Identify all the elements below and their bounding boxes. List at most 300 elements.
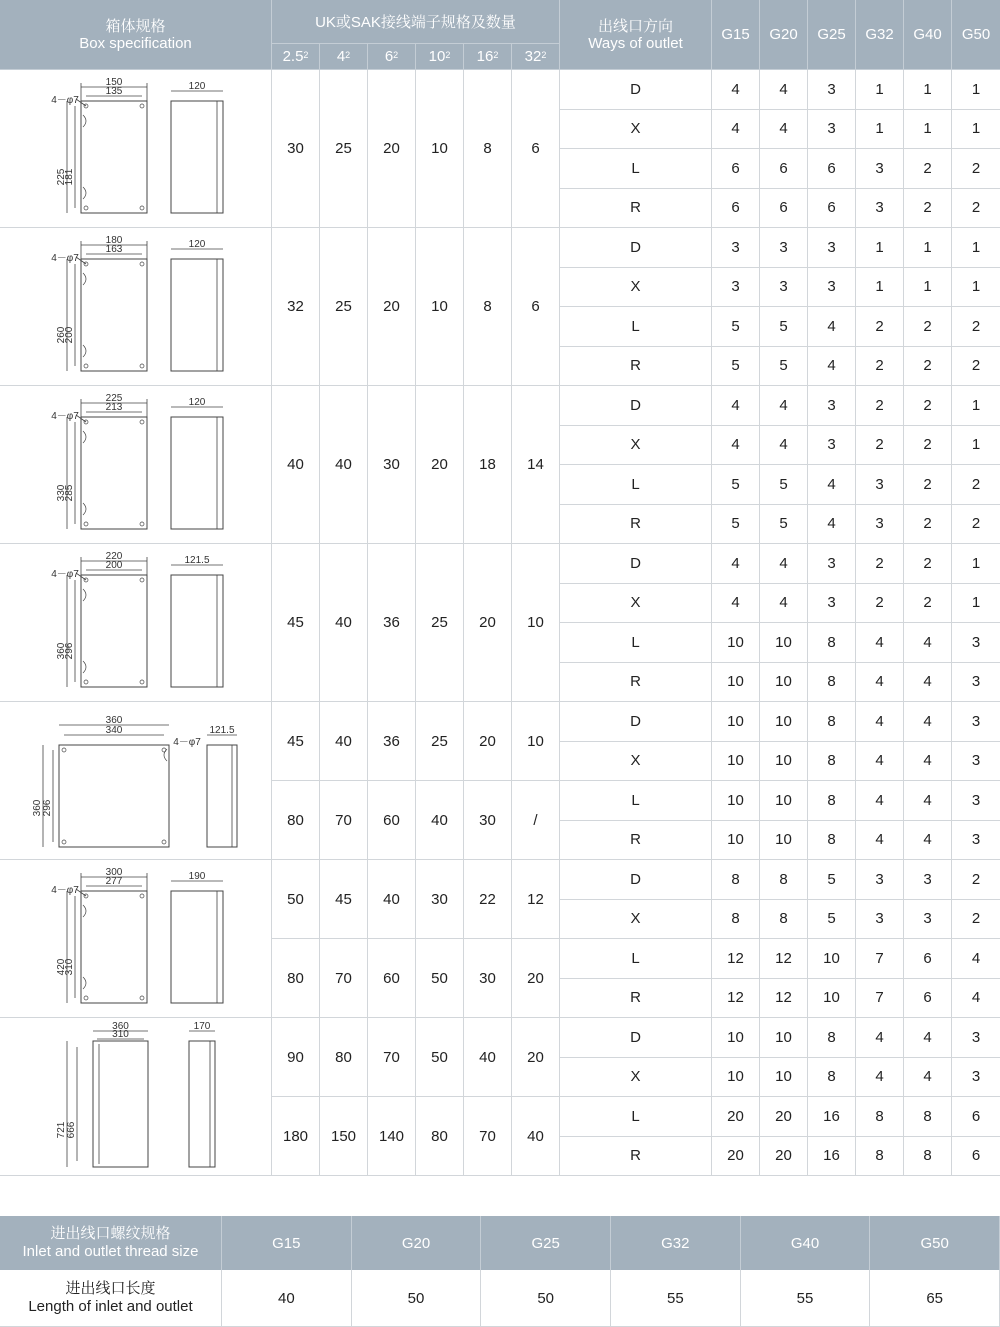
terminal-size-header: [368, 44, 416, 70]
outlet-count-value: 8: [875, 1107, 884, 1125]
outlet-count: [904, 347, 952, 387]
thread-size-value: G32: [661, 1234, 690, 1252]
outlet-count-value: 4: [875, 633, 884, 651]
box-drawing: [1, 71, 271, 226]
outlet-count-value: 10: [727, 752, 744, 770]
terminal-count: [320, 939, 368, 1018]
outlet-count: [904, 900, 952, 940]
outlet-count: [712, 189, 760, 229]
box-spec-label-en: Box specification: [79, 34, 192, 52]
outlet-count-value: 10: [727, 712, 744, 730]
box-side-view: [171, 575, 223, 687]
terminal-size-header: [464, 44, 512, 70]
thread-size-value: G20: [401, 1234, 431, 1252]
box-side-view: [171, 891, 223, 1003]
outlet-count-value: 3: [827, 396, 836, 414]
outlet-count: [808, 979, 856, 1019]
height-label: 721: [55, 1121, 67, 1138]
outlet-count-value: 6: [827, 159, 836, 177]
outlet-count-value: 12: [775, 949, 792, 967]
outlet-count-value: 3: [731, 278, 740, 296]
outlet-count: [760, 584, 808, 624]
thread-header-label: G15: [721, 26, 750, 43]
outlet-count: [808, 228, 856, 268]
outlet-count: [856, 860, 904, 900]
terminal-count-value: 20: [527, 1048, 544, 1066]
outlet-count: [808, 821, 856, 861]
outlet-count-value: 2: [923, 159, 932, 177]
depth-label: 190: [188, 871, 205, 882]
outlet-count: [712, 1018, 760, 1058]
outlet-count-value: 3: [827, 238, 836, 256]
inner-height-label: 285: [63, 484, 75, 502]
outlet-count-value: 3: [875, 870, 884, 888]
outlet-count-value: 5: [779, 475, 788, 493]
outlet-count-value: 3: [923, 910, 932, 928]
thread-header-label: G50: [961, 26, 991, 43]
terminal-count-value: 80: [287, 969, 304, 987]
outlet-count-value: 4: [875, 1068, 884, 1086]
outlet-count-value: 4: [731, 594, 740, 612]
outlet-count-value: 4: [779, 594, 788, 612]
outlet-count: [856, 742, 904, 782]
box-front-view: [93, 1041, 148, 1167]
outlet-count: [856, 544, 904, 584]
outlet-direction: [560, 1137, 712, 1177]
outlet-count: [856, 663, 904, 703]
width-label: 300: [105, 867, 122, 878]
outlet-count-value: 20: [727, 1147, 744, 1165]
outlet-count: [952, 584, 1000, 624]
terminal-count: [272, 544, 320, 702]
box-spec-header: [0, 0, 272, 70]
outlet-count-value: 3: [779, 278, 788, 296]
terminal-count: [464, 781, 512, 860]
terminal-count: [368, 1018, 416, 1097]
outlet-direction-label: X: [630, 120, 641, 138]
outlet-count: [712, 1058, 760, 1098]
outlet-direction: [560, 386, 712, 426]
depth-label: 120: [188, 239, 205, 250]
outlet-count: [904, 939, 952, 979]
outlet-count-value: 4: [875, 712, 884, 730]
outlet-count-value: 2: [971, 159, 981, 177]
outlet-count-value: 10: [727, 673, 744, 691]
thread-size-value: G40: [790, 1234, 820, 1252]
outlet-count-value: 1: [875, 278, 884, 296]
outlet-count-value: 2: [923, 515, 932, 533]
outlet-count-value: 4: [827, 475, 836, 493]
outlet-count: [856, 189, 904, 229]
terminal-count-value: 150: [330, 1127, 357, 1145]
outlet-count-value: 2: [923, 396, 932, 414]
outlet-count-value: 4: [875, 831, 884, 849]
terminal-size-exponent: 2: [445, 49, 451, 60]
outlet-count: [808, 900, 856, 940]
terminal-count: [512, 544, 560, 702]
outlet-count: [856, 307, 904, 347]
terminal-count: [368, 544, 416, 702]
outlet-direction: [560, 702, 712, 742]
terminal-count-value: 20: [383, 298, 400, 315]
terminal-count: [416, 544, 464, 702]
terminal-count-value: 8: [483, 140, 492, 157]
box-drawing-cell: [0, 386, 272, 544]
outlet-count: [712, 1137, 760, 1177]
thread-size-header: [481, 1216, 611, 1270]
terminal-count-value: 50: [287, 890, 304, 908]
outlet-count-value: 3: [827, 436, 836, 454]
outlet-count-value: 2: [971, 475, 981, 493]
outlet-count-value: 4: [731, 436, 740, 454]
thread-header: [952, 0, 1000, 70]
terminal-count: [464, 939, 512, 1018]
outlet-count-value: 4: [827, 357, 836, 375]
outlet-count: [760, 821, 808, 861]
outlet-count-value: 4: [971, 949, 981, 967]
terminal-count: [416, 1018, 464, 1097]
outlet-count: [904, 426, 952, 466]
outlet-direction: [560, 1097, 712, 1137]
outlet-count-value: 3: [779, 238, 788, 256]
terminal-count-value: 10: [527, 614, 544, 631]
thread-header-label: G32: [865, 26, 894, 43]
outlet-count: [760, 781, 808, 821]
thread-length-cell: [481, 1270, 611, 1327]
inner-width-label: 277: [105, 876, 122, 887]
outlet-count-value: 8: [827, 1068, 836, 1086]
inner-width-label: 310: [111, 1028, 129, 1040]
outlet-count: [904, 821, 952, 861]
terminal-count-value: 40: [335, 456, 352, 473]
thread-header-label: G40: [913, 26, 942, 43]
outlet-count: [760, 544, 808, 584]
outlet-count: [808, 860, 856, 900]
outlet-direction: [560, 110, 712, 150]
outlet-count: [904, 781, 952, 821]
terminal-count-value: 40: [287, 456, 304, 473]
terminal-count-value: 20: [431, 456, 448, 473]
thread-size-value: G25: [531, 1234, 560, 1252]
outlet-count: [808, 623, 856, 663]
box-drawing-cell: [0, 702, 272, 860]
outlet-count-value: 3: [971, 1068, 981, 1086]
terminal-size-header: [512, 44, 560, 70]
holes-label: 4－φ7: [50, 569, 79, 580]
outlet-count-value: 4: [923, 791, 932, 809]
outlet-count: [904, 544, 952, 584]
outlet-count: [856, 781, 904, 821]
outlet-direction-label: R: [630, 673, 641, 691]
outlet-count: [712, 663, 760, 703]
outlet-count-value: 3: [971, 791, 981, 809]
outlet-count: [856, 426, 904, 466]
outlet-count: [808, 1018, 856, 1058]
thread-size-label-cn: 进出线口螺纹规格: [50, 1225, 171, 1242]
terminal-count: [416, 860, 464, 939]
box-drawing-cell: [0, 1018, 272, 1176]
outlet-count-value: 1: [923, 120, 932, 138]
terminal-size-header: [416, 44, 464, 70]
depth-label: 120: [188, 81, 205, 92]
outlet-direction-label: D: [630, 554, 641, 572]
box-side-view: [171, 259, 223, 371]
outlet-direction-label: X: [630, 594, 641, 612]
terminal-count-value: 30: [287, 140, 304, 157]
outlet-count-value: 10: [775, 673, 792, 691]
outlet-count: [712, 781, 760, 821]
terminal-count: [320, 228, 368, 386]
outlet-count: [760, 1058, 808, 1098]
outlet-count-value: 2: [923, 594, 932, 612]
thread-size-header: [870, 1216, 1000, 1270]
terminal-count: [320, 70, 368, 228]
outlet-count: [808, 268, 856, 308]
outlet-direction-label: D: [630, 80, 641, 98]
height-label: 260: [55, 326, 67, 344]
outlet-count-value: 5: [827, 910, 836, 928]
outlet-direction-label: R: [630, 199, 641, 217]
terminal-count-value: 60: [383, 969, 400, 987]
outlet-count-value: 8: [731, 910, 740, 928]
inner-width-label: 340: [105, 725, 122, 736]
outlet-direction: [560, 268, 712, 308]
terminal-count-value: 14: [527, 456, 544, 473]
outlet-count-value: 5: [731, 357, 740, 375]
outlet-count-value: 10: [775, 1068, 792, 1086]
outlet-count: [760, 189, 808, 229]
terminal-count: [272, 228, 320, 386]
outlet-count-value: 6: [971, 1147, 981, 1165]
terminal-count-value: 180: [282, 1127, 309, 1145]
outlet-count: [904, 386, 952, 426]
depth-label: 170: [193, 1020, 210, 1032]
outlet-direction-label: X: [630, 1068, 641, 1086]
outlet-count: [856, 149, 904, 189]
terminal-count: [512, 702, 560, 781]
thread-header-label: G20: [769, 26, 798, 43]
outlet-count: [904, 860, 952, 900]
outlet-count-value: 12: [727, 949, 744, 967]
terminal-count: [272, 702, 320, 781]
outlet-count: [856, 386, 904, 426]
outlet-direction: [560, 189, 712, 229]
outlet-count-value: 4: [731, 396, 740, 414]
outlet-count: [808, 347, 856, 387]
terminal-size-header: [272, 44, 320, 70]
outlet-count-value: 2: [875, 436, 884, 454]
thread-size-header: [611, 1216, 741, 1270]
outlet-count: [760, 663, 808, 703]
terminal-count: [416, 70, 464, 228]
outlet-count: [760, 426, 808, 466]
outlet-count: [952, 149, 1000, 189]
terminal-count-value: 22: [479, 890, 496, 908]
terminal-count: [464, 1097, 512, 1176]
height-label: 225: [55, 168, 67, 186]
terminal-count: [272, 70, 320, 228]
terminal-count: [320, 860, 368, 939]
outlet-count: [952, 939, 1000, 979]
outlet-count-value: 4: [875, 673, 884, 691]
terminal-count: [368, 1097, 416, 1176]
outlet-direction-label: L: [631, 317, 640, 335]
outlet-count-value: 3: [971, 712, 981, 730]
outlet-count-value: 4: [875, 791, 884, 809]
outlet-count: [712, 821, 760, 861]
outlet-count-value: 6: [923, 989, 932, 1007]
outlet-count: [808, 1097, 856, 1137]
inner-width-label: 200: [105, 560, 122, 571]
outlet-count-value: 3: [875, 199, 884, 217]
box-drawing: [1, 229, 271, 384]
box-spec-label-cn: 箱体规格: [105, 17, 166, 35]
terminal-count-value: 50: [431, 969, 448, 987]
outlet-direction: [560, 584, 712, 624]
outlet-count: [760, 110, 808, 150]
outlet-count: [856, 584, 904, 624]
inner-height-label: 200: [63, 326, 75, 344]
thread-size-label: [0, 1216, 222, 1270]
terminal-count-value: 40: [383, 890, 400, 908]
terminal-count-value: 18: [479, 456, 496, 473]
terminal-count-value: 25: [335, 298, 352, 315]
outlet-count-value: 8: [827, 752, 836, 770]
terminal-count-value: 80: [335, 1048, 352, 1066]
inner-height-label: 181: [63, 168, 75, 186]
terminal-count-value: 60: [383, 811, 400, 829]
terminal-size-exponent: 2: [345, 49, 351, 60]
outlet-count: [856, 228, 904, 268]
outlet-count: [952, 70, 1000, 110]
outlet-count: [904, 1018, 952, 1058]
outlet-count: [904, 228, 952, 268]
outlet-count-value: 2: [923, 357, 932, 375]
terminal-count-value: 8: [483, 298, 492, 315]
box-side-view: [189, 1041, 215, 1167]
outlet-count-value: 8: [779, 910, 788, 928]
outlet-count-value: 2: [971, 317, 981, 335]
outlet-count: [952, 228, 1000, 268]
outlet-count-value: 6: [779, 159, 788, 177]
outlet-count-value: 3: [827, 278, 836, 296]
outlet-count-value: 1: [923, 278, 932, 296]
outlet-count-value: 5: [827, 870, 836, 888]
outlet-count: [856, 70, 904, 110]
outlet-count-value: 6: [731, 159, 740, 177]
terminal-count: [464, 860, 512, 939]
outlet-direction: [560, 1058, 712, 1098]
outlet-count-value: 10: [823, 949, 840, 967]
outlet-direction: [560, 426, 712, 466]
terminal-header-label: UK或SAK接线端子规格及数量: [315, 14, 516, 31]
outlet-count-value: 1: [971, 396, 981, 414]
outlet-count: [712, 702, 760, 742]
thread-length-value: 40: [277, 1289, 295, 1307]
height-label: 330: [55, 484, 67, 502]
height-label: 360: [31, 799, 43, 817]
outlet-count: [712, 900, 760, 940]
outlet-count-value: 16: [823, 1147, 840, 1165]
box-front-view: [81, 259, 147, 371]
outlet-count: [760, 268, 808, 308]
outlet-direction-label: D: [630, 712, 641, 730]
outlet-count: [904, 979, 952, 1019]
outlet-direction: [560, 307, 712, 347]
outlet-count-value: 10: [775, 712, 792, 730]
outlet-count-value: 10: [823, 989, 840, 1007]
width-label: 150: [105, 77, 122, 88]
outlet-count-value: 7: [875, 949, 884, 967]
outlet-count: [712, 386, 760, 426]
outlet-direction: [560, 939, 712, 979]
thread-length-cell: [611, 1270, 741, 1327]
terminal-count-value: 25: [431, 732, 448, 750]
terminal-count: [416, 228, 464, 386]
outlet-count: [712, 426, 760, 466]
terminal-count: [272, 860, 320, 939]
thread-length-label-en: Length of inlet and outlet: [28, 1298, 193, 1315]
outlet-count: [712, 939, 760, 979]
terminal-count: [512, 781, 560, 860]
outlet-count: [760, 307, 808, 347]
outlet-count-value: 5: [779, 317, 788, 335]
terminal-count-value: 30: [479, 969, 496, 987]
terminal-count: [272, 939, 320, 1018]
outlet-count: [712, 465, 760, 505]
terminal-count: [464, 702, 512, 781]
outlet-direction-label: X: [630, 752, 641, 770]
box-side-view: [207, 745, 237, 847]
outlet-count-value: 1: [971, 120, 981, 138]
outlet-count-value: 4: [779, 120, 788, 138]
thread-header-label: G25: [817, 26, 846, 43]
outlet-count: [760, 1018, 808, 1058]
terminal-count-value: 40: [479, 1048, 496, 1066]
outlet-count: [952, 347, 1000, 387]
outlet-count-value: 3: [875, 159, 884, 177]
thread-length-cell: [352, 1270, 482, 1327]
outlet-count-value: 20: [775, 1147, 792, 1165]
outlet-count: [856, 1097, 904, 1137]
depth-label: 121.5: [183, 555, 210, 566]
box-front-view: [59, 745, 169, 847]
terminal-count-value: 40: [527, 1127, 544, 1145]
outlet-count-value: 4: [731, 120, 740, 138]
outlet-direction-label: L: [631, 949, 640, 967]
outlet-count: [856, 623, 904, 663]
terminal-count: [416, 781, 464, 860]
outlet-count-value: 4: [923, 1068, 932, 1086]
outlet-count: [904, 742, 952, 782]
outlet-count: [760, 1097, 808, 1137]
outlet-count: [952, 623, 1000, 663]
outlet-count-value: 1: [971, 554, 981, 572]
outlet-count-value: 6: [827, 199, 836, 217]
outlet-count: [760, 742, 808, 782]
outlet-count-value: 10: [775, 633, 792, 651]
outlet-count-value: 2: [875, 357, 884, 375]
terminal-count-value: 30: [431, 890, 448, 908]
thread-size-header: [222, 1216, 352, 1270]
outlet-count-value: 6: [923, 949, 932, 967]
outlet-count: [952, 781, 1000, 821]
outlet-count: [952, 505, 1000, 545]
outlet-count: [712, 544, 760, 584]
outlet-count: [856, 268, 904, 308]
outlet-count-value: 3: [827, 120, 836, 138]
outlet-count: [808, 584, 856, 624]
